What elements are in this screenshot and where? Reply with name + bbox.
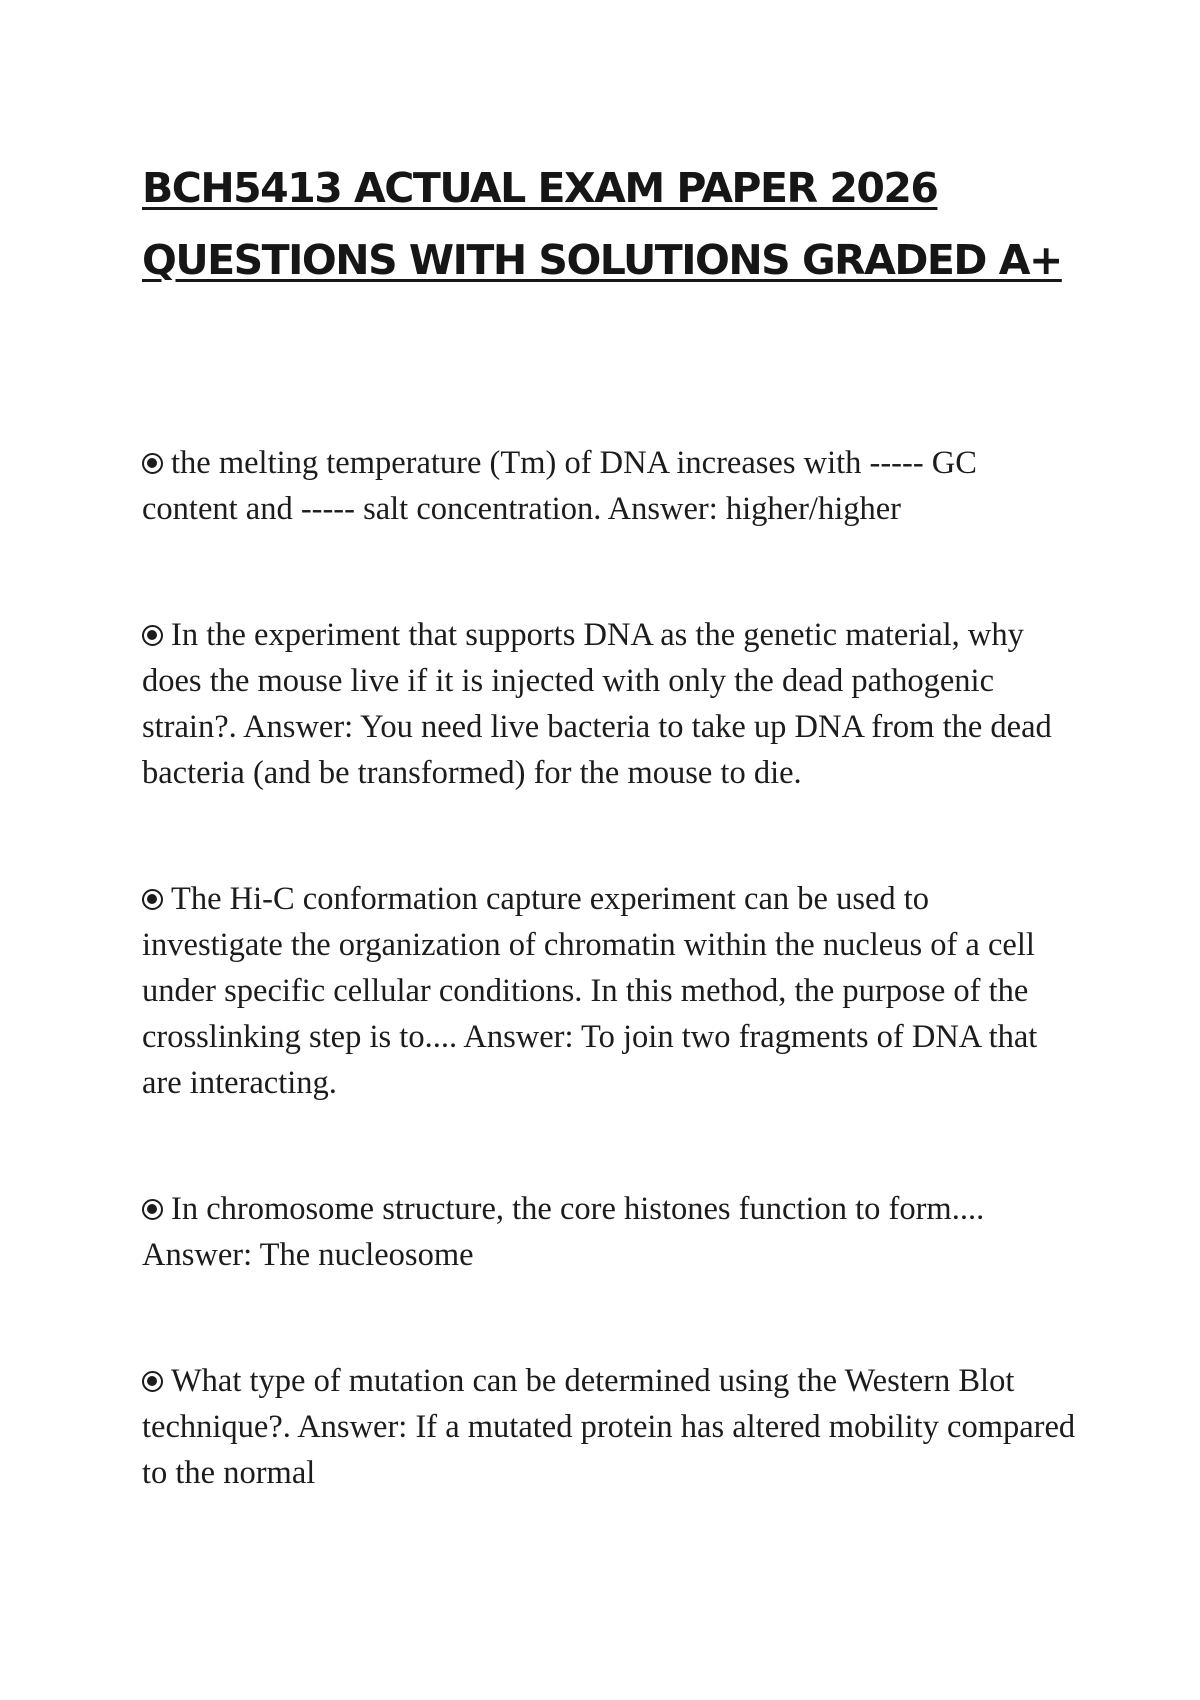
bullet-icon [142, 889, 163, 910]
bullet-icon [142, 1371, 163, 1392]
bullet-icon [142, 1199, 163, 1220]
question-text: In chromosome structure, the core histones function to form.... Answer: The nucleosome [142, 1191, 985, 1273]
page-title [142, 152, 1102, 296]
question-text: the melting temperature (Tm) of DNA increases with ----- GC content and ----- salt concentration. Answer: higher/higher [142, 445, 977, 527]
list-item [142, 1186, 1077, 1278]
title-line-1: BCH5413 ACTUAL EXAM PAPER 2026 [142, 164, 938, 212]
bullet-icon [142, 625, 163, 646]
title-line-2: QUESTIONS WITH SOLUTIONS GRADED A+ [142, 236, 1062, 284]
list-item [142, 440, 1077, 532]
list-item [142, 1358, 1077, 1496]
list-item [142, 876, 1077, 1106]
question-text: In the experiment that supports DNA as the genetic material, why does the mouse live if it is injected with only the dead pathogenic strain?. Answer: You need live bacteria to take up DNA from the dead bacteria (and be transformed) for the mouse to die. [142, 617, 1052, 791]
question-text: What type of mutation can be determined using the Western Blot technique?. Answer: If a mutated protein has altered mobility compared to the normal [142, 1363, 1076, 1491]
question-list [142, 440, 1077, 1496]
bullet-icon [142, 453, 163, 474]
question-text: The Hi-C conformation capture experiment can be used to investigate the organization of chromatin within the nucleus of a cell under specific cellular conditions. In this method, the purpose of the crosslinking step is to.... Answer: To join two fragments of DNA that are interacting. [142, 881, 1038, 1101]
list-item [142, 612, 1077, 796]
